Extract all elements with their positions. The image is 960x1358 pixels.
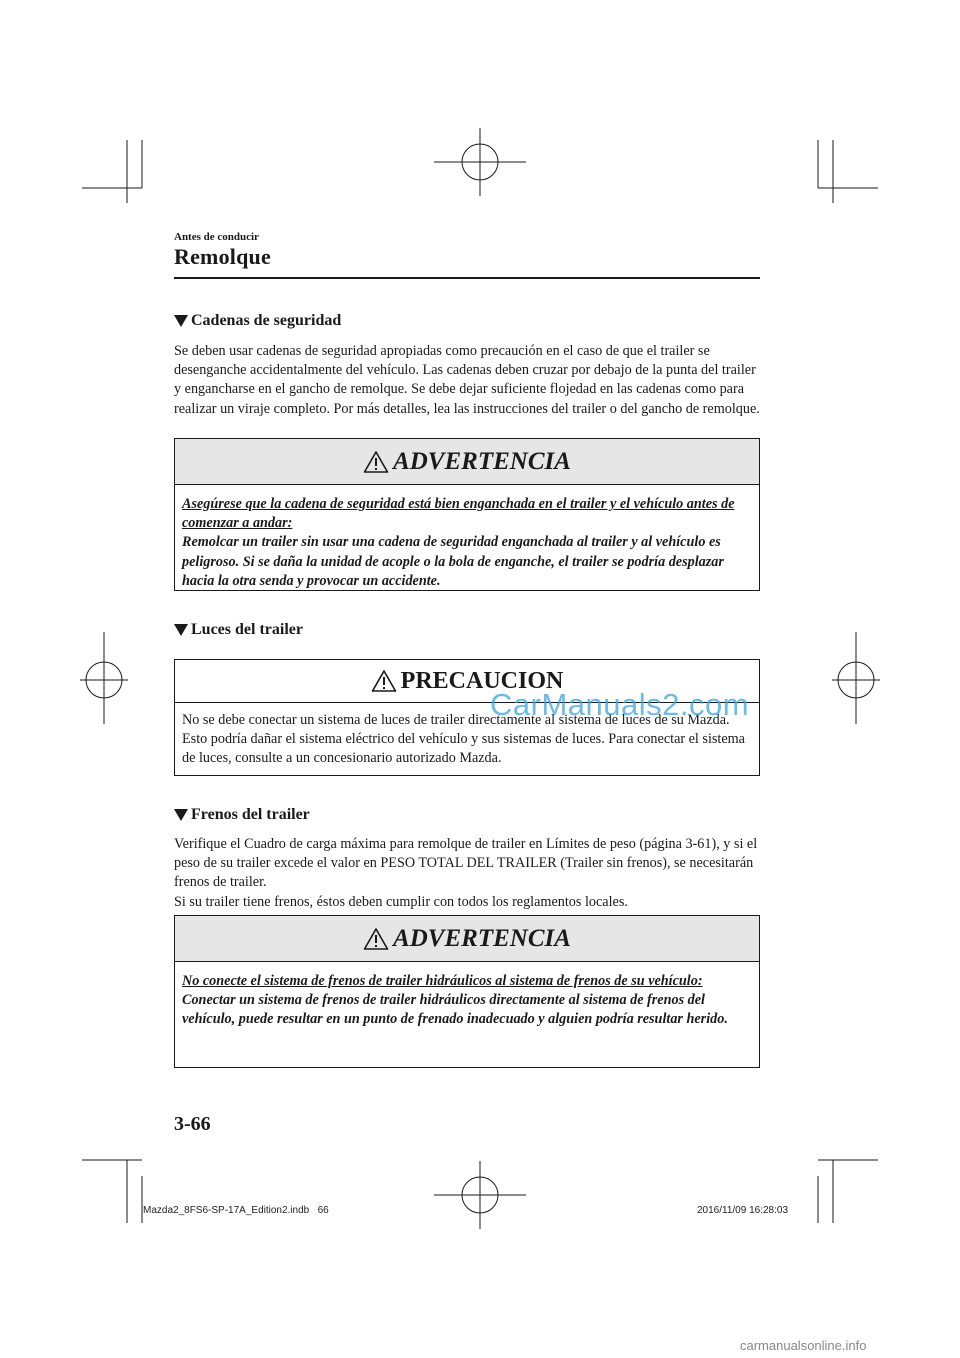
header-rule — [174, 277, 760, 279]
footer-page: 66 — [317, 1205, 329, 1216]
triangle-down-icon — [174, 809, 188, 821]
triangle-down-icon — [174, 315, 188, 327]
warning-box-trailer-brakes — [174, 915, 760, 1068]
watermark-text: CarManuals2.com — [490, 687, 750, 722]
registration-mark-icon — [832, 632, 880, 724]
warning-title: ADVERTENCIA — [393, 924, 571, 952]
warning-title: ADVERTENCIA — [393, 447, 571, 475]
warning-box-safety-chains — [174, 438, 760, 591]
caution-title: PRECAUCION — [400, 667, 564, 694]
trailer-brakes-text-2: Si su trailer tiene frenos, éstos deben cumplir con todos los reglamentos locales. — [174, 893, 628, 910]
trailer-brakes-paragraph — [174, 835, 760, 912]
warning-box-header — [175, 439, 759, 485]
subheading-trailer-brakes: Frenos del trailer — [174, 806, 310, 824]
caution-text: No se debe conectar un sistema de luces de trailer directamente al sistema de luces de su Mazda. Esto podría dañar el sistema eléctrico del vehículo y sus sistemas de luces. Para conectar el sistema de luces, consulte a un concesionario autorizado Mazda. — [182, 712, 745, 767]
warning-text: Remolcar un trailer sin usar una cadena de seguridad enganchada al trailer y al vehículo es peligroso. Si se daña la unidad de acople o la bola de enganche, el trailer se podría desplazar hacia la otra senda y provocar un accidente. — [182, 534, 724, 589]
warning-text: Conectar un sistema de frenos de trailer hidráulicos directamente al sistema de frenos del vehículo, puede resultar en un punto de frenado inadecuado y alguien podría resultar herido. — [182, 992, 728, 1028]
warning-box-body — [175, 962, 759, 1030]
warning-triangle-icon — [363, 450, 389, 474]
subheading-safety-chains: Cadenas de seguridad — [174, 312, 341, 330]
registration-mark-icon — [434, 1161, 526, 1229]
footer-file: Mazda2_8FS6-SP-17A_Edition2.indb 66 — [143, 1205, 329, 1216]
warning-lead: Asegúrese que la cadena de seguridad está bien enganchada en el trailer y el vehículo antes de comenzar a andar: — [182, 496, 735, 532]
subheading-trailer-lights: Luces del trailer — [174, 621, 303, 639]
crop-mark-icon — [818, 140, 878, 203]
bottom-watermark: carmanualsonline.info — [740, 1338, 867, 1353]
footer-datetime: 2016/11/09 16:28:03 — [697, 1205, 789, 1216]
registration-mark-icon — [80, 632, 128, 724]
triangle-down-icon — [174, 624, 188, 636]
section-title: Remolque — [174, 244, 271, 269]
warning-lead: No conecte el sistema de frenos de trailer hidráulicos al sistema de frenos de su vehículo: — [182, 973, 703, 989]
warning-triangle-icon — [371, 669, 397, 693]
crop-mark-icon — [818, 1160, 878, 1223]
safety-chains-paragraph: Se deben usar cadenas de seguridad apropiadas como precaución en el caso de que el trailer se desenganche accidentalmente del vehículo. Las cadenas deben cruzar por debajo de la punta del trailer y engancharse en el gancho de remolque. Se debe dejar suficiente flojedad en las cadenas como para realizar un viraje completo. Por más detalles, lea las instrucciones del trailer o del gancho de remolque. — [174, 343, 760, 417]
crop-mark-icon — [82, 1160, 142, 1223]
registration-mark-icon — [434, 128, 526, 196]
crop-mark-icon — [82, 140, 142, 203]
warning-box-body — [175, 485, 759, 591]
warning-box-header — [175, 916, 759, 962]
trailer-brakes-text-1: Verifique el Cuadro de carga máxima para remolque de trailer en Límites de peso (página 3-61), y si el peso de su trailer excede el valor en PESO TOTAL DEL TRAILER (Trailer sin frenos), se necesitarán frenos de trailer. — [174, 836, 758, 891]
page-number: 3-66 — [174, 1113, 211, 1135]
warning-triangle-icon — [363, 927, 389, 951]
chapter-label: Antes de conducir — [174, 231, 259, 243]
